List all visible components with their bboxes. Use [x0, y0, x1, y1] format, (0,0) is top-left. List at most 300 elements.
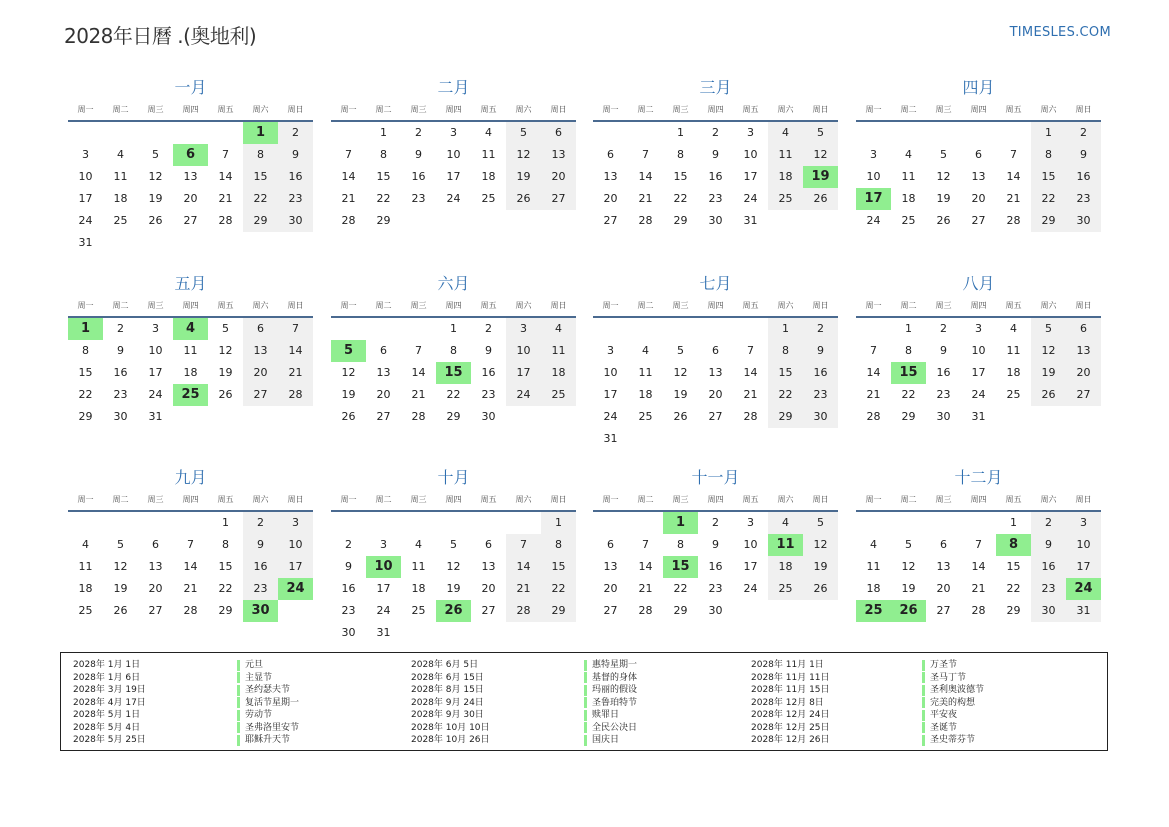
day: 7 — [1010, 148, 1017, 161]
day: 14 — [638, 170, 653, 183]
weekend-day: 5 — [1031, 318, 1066, 340]
holiday-date: 2028年 12月 24日 — [751, 710, 830, 720]
day: 20 — [148, 582, 163, 595]
day: 11 — [183, 344, 198, 357]
day: 22 — [1006, 582, 1021, 595]
day: 3 — [607, 344, 614, 357]
holiday-marker — [237, 685, 240, 696]
weekend-day: 26 — [506, 188, 541, 210]
day: 11 — [78, 560, 93, 573]
weekday-label: 周日 — [812, 495, 829, 504]
holiday-name: 圣诞节 — [930, 722, 958, 733]
weekend-day: 14 — [506, 556, 541, 578]
weekday-label: 周六 — [1040, 495, 1057, 504]
day: 22 — [673, 192, 688, 205]
weekend-day: 28 — [278, 384, 313, 406]
weekend-day: 27 — [1066, 384, 1101, 406]
weekend-day: 21 — [278, 362, 313, 384]
holiday-date: 2028年 12月 25日 — [751, 722, 830, 733]
day: 21 — [971, 582, 986, 595]
day: 8 — [82, 344, 89, 357]
weekend-day: 13 — [1066, 340, 1101, 362]
day: 29 — [446, 410, 461, 423]
weekday-label: 周六 — [777, 495, 794, 504]
weekend-day: 29 — [768, 406, 803, 428]
weekend-day: 23 — [243, 578, 278, 600]
day: 14 — [411, 366, 426, 379]
day: 22 — [673, 582, 688, 595]
month-name: 五月 — [174, 274, 207, 293]
day: 8 — [677, 538, 684, 551]
holiday-name: 平安夜 — [930, 710, 958, 720]
holiday-day: 6 — [173, 144, 208, 166]
day: 18 — [901, 192, 916, 205]
day: 29 — [78, 410, 93, 423]
page-title: 2028年日曆 .(奥地利) — [64, 24, 257, 48]
day: 20 — [708, 388, 723, 401]
weekday-label: 周一 — [602, 301, 619, 310]
day: 31 — [376, 626, 391, 639]
weekday-label: 周三 — [147, 495, 164, 504]
day: 28 — [743, 410, 758, 423]
day: 16 — [411, 170, 426, 183]
day: 7 — [642, 148, 649, 161]
weekday-label: 周三 — [935, 495, 952, 504]
day: 24 — [78, 214, 93, 227]
holiday-marker — [237, 735, 240, 746]
weekend-day: 9 — [1031, 534, 1066, 556]
month-8 — [856, 271, 1101, 461]
holiday-marker — [584, 722, 587, 733]
day: 7 — [975, 538, 982, 551]
weekday-label: 周日 — [550, 105, 567, 114]
weekend-day: 12 — [506, 144, 541, 166]
day: 1 — [905, 322, 912, 335]
weekday-label: 周二 — [375, 105, 392, 114]
weekend-day: 8 — [768, 340, 803, 362]
holiday-marker — [584, 660, 587, 671]
day: 20 — [603, 582, 618, 595]
weekend-day: 18 — [768, 166, 803, 188]
holiday-day: 15 — [891, 362, 926, 384]
holiday-name: 全民公决日 — [592, 722, 638, 733]
holiday-name: 圣史蒂芬节 — [930, 735, 976, 745]
holiday-name: 复活节星期一 — [245, 697, 300, 708]
month-11 — [593, 465, 838, 655]
day: 29 — [673, 604, 688, 617]
weekday-label: 周四 — [445, 301, 462, 310]
day: 24 — [603, 410, 618, 423]
day: 25 — [78, 604, 93, 617]
day: 31 — [743, 214, 758, 227]
day: 2 — [712, 516, 719, 529]
weekend-day: 30 — [1031, 600, 1066, 622]
day: 2 — [415, 126, 422, 139]
weekend-day: 4 — [768, 122, 803, 144]
day: 30 — [341, 626, 356, 639]
day: 16 — [936, 366, 951, 379]
day: 27 — [183, 214, 198, 227]
weekend-day: 30 — [803, 406, 838, 428]
weekend-day: 15 — [1031, 166, 1066, 188]
weekday-label: 周六 — [252, 301, 269, 310]
day: 5 — [117, 538, 124, 551]
holiday-date: 2028年 12月 8日 — [751, 697, 824, 708]
day: 15 — [673, 170, 688, 183]
weekday-label: 周一 — [340, 495, 357, 504]
day: 31 — [148, 410, 163, 423]
month-7 — [593, 271, 838, 461]
weekend-day: 3 — [1066, 512, 1101, 534]
day: 11 — [1006, 344, 1021, 357]
day: 11 — [481, 148, 496, 161]
holiday-marker — [584, 672, 587, 683]
weekend-day: 31 — [1066, 600, 1101, 622]
day: 25 — [113, 214, 128, 227]
holiday-marker — [584, 735, 587, 746]
holiday-date: 2028年 1月 1日 — [73, 660, 141, 670]
day: 26 — [113, 604, 128, 617]
holiday-day: 1 — [68, 318, 103, 340]
day: 11 — [638, 366, 653, 379]
day: 9 — [712, 538, 719, 551]
holiday-day: 25 — [856, 600, 891, 622]
holiday-name: 主显节 — [245, 672, 273, 683]
day: 14 — [743, 366, 758, 379]
day: 22 — [218, 582, 233, 595]
weekday-label: 周三 — [935, 301, 952, 310]
day: 30 — [708, 604, 723, 617]
day: 3 — [870, 148, 877, 161]
day: 27 — [603, 604, 618, 617]
weekend-day: 29 — [1031, 210, 1066, 232]
day: 6 — [975, 148, 982, 161]
day: 23 — [411, 192, 426, 205]
month-1 — [68, 75, 313, 265]
weekend-day: 16 — [243, 556, 278, 578]
day: 6 — [607, 148, 614, 161]
day: 19 — [148, 192, 163, 205]
month-name: 四月 — [962, 78, 995, 97]
weekend-day: 9 — [243, 534, 278, 556]
day: 26 — [673, 410, 688, 423]
month-9 — [68, 465, 313, 655]
day: 28 — [341, 214, 356, 227]
day: 6 — [940, 538, 947, 551]
day: 8 — [450, 344, 457, 357]
day: 8 — [380, 148, 387, 161]
weekday-label: 周日 — [550, 495, 567, 504]
holiday-day: 8 — [996, 534, 1031, 556]
holiday-date: 2028年 11月 15日 — [751, 685, 830, 695]
month-5 — [68, 271, 313, 461]
weekday-label: 周四 — [970, 105, 987, 114]
day: 2 — [940, 322, 947, 335]
weekend-day: 2 — [243, 512, 278, 534]
weekday-label: 周五 — [480, 301, 497, 310]
day: 21 — [743, 388, 758, 401]
day: 13 — [603, 560, 618, 573]
weekday-label: 周四 — [970, 301, 987, 310]
holiday-marker — [922, 672, 925, 683]
day: 24 — [743, 192, 758, 205]
holiday-date: 2028年 6月 15日 — [411, 672, 484, 683]
day: 17 — [971, 366, 986, 379]
day: 21 — [866, 388, 881, 401]
weekday-label: 周二 — [637, 105, 654, 114]
weekend-day: 30 — [278, 210, 313, 232]
day: 29 — [1006, 604, 1021, 617]
weekend-day: 23 — [1066, 188, 1101, 210]
day: 12 — [341, 366, 356, 379]
day: 27 — [376, 410, 391, 423]
day: 25 — [481, 192, 496, 205]
day: 23 — [708, 192, 723, 205]
weekday-label: 周二 — [900, 301, 917, 310]
weekday-label: 周二 — [112, 105, 129, 114]
holiday-list — [60, 652, 1108, 751]
weekend-day: 20 — [1066, 362, 1101, 384]
holiday-date: 2028年 10月 10日 — [411, 722, 490, 733]
site-link[interactable]: TIMESLES.COM — [1009, 25, 1111, 40]
holiday-name: 圣弗洛里安节 — [245, 722, 300, 733]
weekday-label: 周六 — [252, 495, 269, 504]
day: 4 — [415, 538, 422, 551]
holiday-marker — [237, 722, 240, 733]
day: 21 — [183, 582, 198, 595]
day: 18 — [638, 388, 653, 401]
weekend-day: 10 — [506, 340, 541, 362]
day: 9 — [117, 344, 124, 357]
month-name: 二月 — [437, 78, 470, 97]
day: 20 — [603, 192, 618, 205]
day: 28 — [638, 604, 653, 617]
day: 15 — [218, 560, 233, 573]
weekday-label: 周六 — [777, 301, 794, 310]
holiday-marker — [237, 697, 240, 708]
day: 29 — [673, 214, 688, 227]
day: 19 — [113, 582, 128, 595]
day: 14 — [218, 170, 233, 183]
weekend-day: 8 — [1031, 144, 1066, 166]
month-name: 六月 — [437, 274, 470, 293]
day: 21 — [638, 582, 653, 595]
day: 3 — [380, 538, 387, 551]
day: 19 — [936, 192, 951, 205]
day: 2 — [712, 126, 719, 139]
weekday-label: 周四 — [182, 301, 199, 310]
day: 4 — [642, 344, 649, 357]
day: 17 — [446, 170, 461, 183]
month-name: 八月 — [962, 274, 995, 293]
day: 27 — [708, 410, 723, 423]
holiday-date: 2028年 6月 5日 — [411, 660, 479, 670]
month-6 — [331, 271, 576, 461]
holiday-date: 2028年 10月 26日 — [411, 735, 490, 745]
weekday-label: 周一 — [77, 495, 94, 504]
weekday-label: 周日 — [550, 301, 567, 310]
day: 4 — [870, 538, 877, 551]
day: 21 — [341, 192, 356, 205]
holiday-marker — [922, 697, 925, 708]
day: 16 — [113, 366, 128, 379]
weekend-day: 8 — [541, 534, 576, 556]
day: 2 — [345, 538, 352, 551]
day: 23 — [936, 388, 951, 401]
weekday-label: 周二 — [900, 105, 917, 114]
day: 3 — [975, 322, 982, 335]
weekend-day: 18 — [768, 556, 803, 578]
day: 28 — [971, 604, 986, 617]
holiday-date: 2028年 11月 1日 — [751, 660, 824, 670]
weekend-day: 2 — [278, 122, 313, 144]
day: 30 — [936, 410, 951, 423]
day: 12 — [446, 560, 461, 573]
day: 18 — [78, 582, 93, 595]
holiday-day: 26 — [436, 600, 471, 622]
weekend-day: 20 — [541, 166, 576, 188]
weekday-label: 周三 — [147, 105, 164, 114]
day: 9 — [712, 148, 719, 161]
holiday-marker — [922, 660, 925, 671]
weekend-day: 23 — [1031, 578, 1066, 600]
day: 9 — [940, 344, 947, 357]
day: 14 — [1006, 170, 1021, 183]
weekend-day: 3 — [506, 318, 541, 340]
day: 6 — [712, 344, 719, 357]
day: 1 — [677, 126, 684, 139]
weekend-day: 1 — [1031, 122, 1066, 144]
weekend-day: 11 — [541, 340, 576, 362]
holiday-name: 耶稣升天节 — [245, 735, 291, 745]
day: 21 — [411, 388, 426, 401]
holiday-day: 4 — [173, 318, 208, 340]
day: 14 — [866, 366, 881, 379]
weekday-label: 周三 — [410, 495, 427, 504]
weekend-day: 17 — [278, 556, 313, 578]
day: 14 — [183, 560, 198, 573]
weekday-label: 周六 — [515, 301, 532, 310]
day: 8 — [222, 538, 229, 551]
weekend-day: 16 — [278, 166, 313, 188]
holiday-marker — [237, 660, 240, 671]
weekend-day: 27 — [243, 384, 278, 406]
day: 4 — [82, 538, 89, 551]
day: 28 — [411, 410, 426, 423]
weekday-label: 周五 — [217, 105, 234, 114]
weekday-label: 周五 — [1005, 301, 1022, 310]
day: 14 — [971, 560, 986, 573]
weekday-label: 周日 — [287, 301, 304, 310]
month-10 — [331, 465, 576, 655]
holiday-day: 10 — [366, 556, 401, 578]
holiday-day: 11 — [768, 534, 803, 556]
holiday-day: 24 — [278, 578, 313, 600]
holiday-name: 圣约瑟夫节 — [245, 685, 291, 695]
day: 5 — [222, 322, 229, 335]
month-name: 十一月 — [691, 468, 740, 487]
day: 21 — [1006, 192, 1021, 205]
weekend-day: 22 — [541, 578, 576, 600]
day: 1 — [450, 322, 457, 335]
weekend-day: 2 — [803, 318, 838, 340]
day: 3 — [82, 148, 89, 161]
weekday-label: 周五 — [217, 495, 234, 504]
day: 19 — [901, 582, 916, 595]
weekday-label: 周日 — [287, 105, 304, 114]
day: 28 — [638, 214, 653, 227]
day: 7 — [870, 344, 877, 357]
weekday-label: 周一 — [340, 301, 357, 310]
weekend-day: 13 — [541, 144, 576, 166]
weekend-day: 29 — [243, 210, 278, 232]
holiday-marker — [922, 722, 925, 733]
day: 30 — [113, 410, 128, 423]
weekday-label: 周四 — [445, 495, 462, 504]
weekend-day: 22 — [768, 384, 803, 406]
day: 1 — [380, 126, 387, 139]
weekend-day: 15 — [243, 166, 278, 188]
weekend-day: 21 — [506, 578, 541, 600]
weekday-label: 周六 — [252, 105, 269, 114]
day: 16 — [341, 582, 356, 595]
day: 13 — [971, 170, 986, 183]
day: 20 — [936, 582, 951, 595]
weekend-day: 26 — [803, 578, 838, 600]
holiday-date: 2028年 9月 24日 — [411, 697, 484, 708]
month-4 — [856, 75, 1101, 265]
weekday-label: 周一 — [865, 301, 882, 310]
day: 22 — [901, 388, 916, 401]
day: 19 — [673, 388, 688, 401]
day: 6 — [485, 538, 492, 551]
day: 7 — [345, 148, 352, 161]
day: 23 — [481, 388, 496, 401]
weekend-day: 22 — [243, 188, 278, 210]
holiday-marker — [922, 685, 925, 696]
weekday-label: 周四 — [970, 495, 987, 504]
weekday-label: 周五 — [742, 495, 759, 504]
day: 27 — [481, 604, 496, 617]
holiday-date: 2028年 5月 25日 — [73, 735, 146, 745]
day: 12 — [901, 560, 916, 573]
day: 28 — [866, 410, 881, 423]
holiday-name: 圣利奥波德节 — [930, 685, 985, 695]
weekday-label: 周二 — [375, 301, 392, 310]
holiday-name: 万圣节 — [930, 660, 958, 670]
holiday-day: 15 — [663, 556, 698, 578]
weekend-day: 25 — [768, 188, 803, 210]
holiday-marker — [584, 685, 587, 696]
weekend-day: 19 — [506, 166, 541, 188]
day: 18 — [411, 582, 426, 595]
day: 15 — [1006, 560, 1021, 573]
day: 14 — [638, 560, 653, 573]
weekend-day: 1 — [768, 318, 803, 340]
weekday-label: 周五 — [1005, 105, 1022, 114]
day: 15 — [376, 170, 391, 183]
weekend-day: 16 — [1066, 166, 1101, 188]
day: 5 — [450, 538, 457, 551]
weekend-day: 30 — [1066, 210, 1101, 232]
holiday-day: 1 — [243, 122, 278, 144]
weekend-day: 1 — [541, 512, 576, 534]
day: 13 — [148, 560, 163, 573]
weekday-label: 周五 — [480, 105, 497, 114]
weekend-day: 17 — [506, 362, 541, 384]
day: 29 — [218, 604, 233, 617]
holiday-day: 25 — [173, 384, 208, 406]
